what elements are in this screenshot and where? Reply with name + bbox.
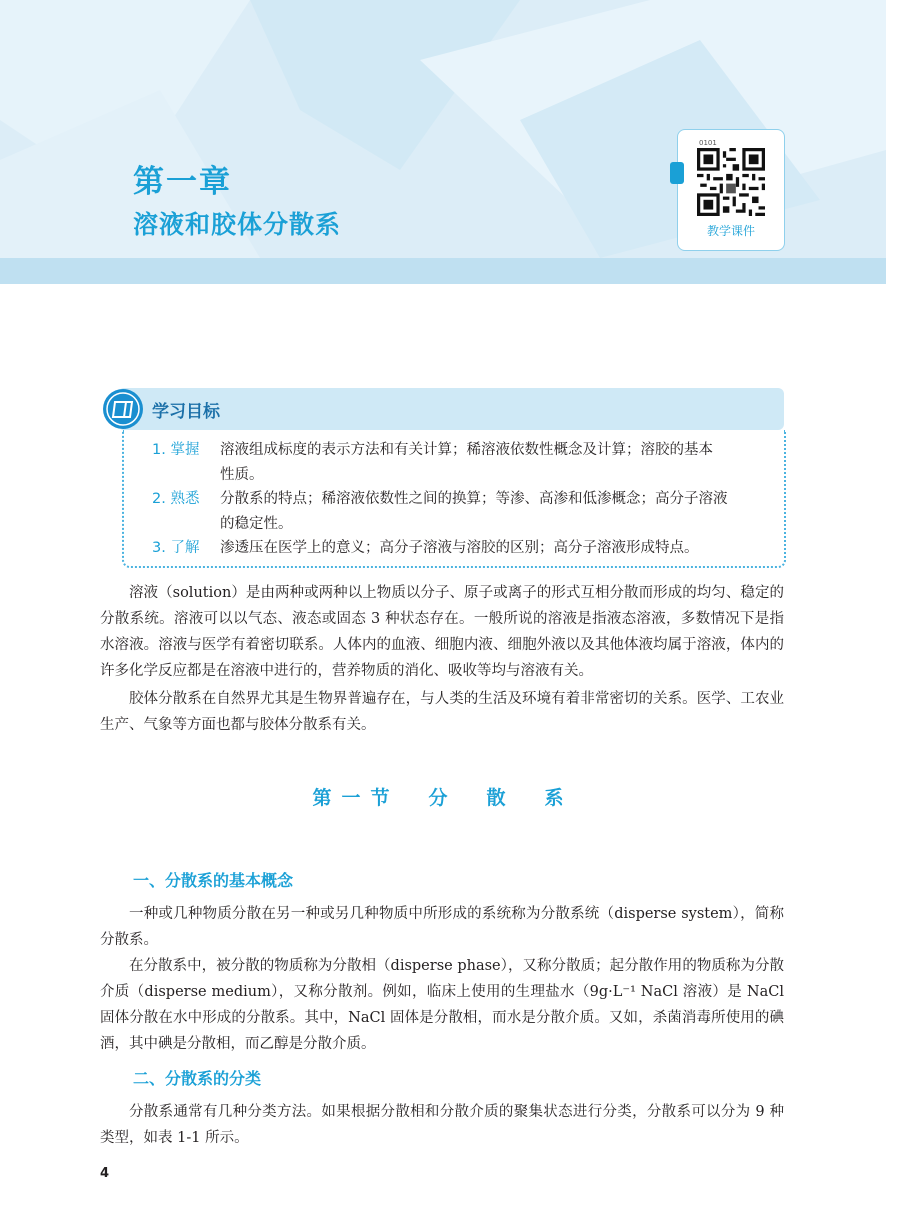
subsection-title-2: 二、分散系的分类 <box>133 1069 262 1088</box>
objective-text <box>220 487 760 537</box>
subsection-1-paragraph-1: 一种或几种物质分散在另一种或另几种物质中所形成的系统称为分散系统（disperse system），简称分散系。 <box>100 906 784 948</box>
subsection-2-paragraph-1: 分散系通常有几种分类方法。如果根据分散相和分散介质的聚集状态进行分类，分散系可以分为 9 种类型，如表 1-1 所示。 <box>100 1104 784 1146</box>
chapter-title: 溶液和胶体分散系 <box>133 210 342 239</box>
objectives-title: 学习目标 <box>152 402 220 422</box>
qr-id: 0101 <box>699 139 717 147</box>
objective-label: 1. 掌握 <box>152 442 200 458</box>
objective-text <box>220 438 760 488</box>
objective-line: 的稳定性。 <box>220 516 293 532</box>
section-title: 第一节 分 散 系 <box>312 787 574 809</box>
qr-label: 教学课件 <box>706 224 755 238</box>
objective-line: 性质。 <box>220 467 264 483</box>
qr-code-card[interactable] <box>677 129 785 251</box>
book-icon <box>100 388 146 430</box>
chapter-number: 第一章 <box>133 164 232 200</box>
qr-code-icon <box>697 148 765 216</box>
objective-label: 2. 熟悉 <box>152 491 200 507</box>
qr-code-image[interactable] <box>697 148 765 216</box>
objective-line: 分散系的特点；稀溶液依数性之间的换算；等渗、高渗和低渗概念；高分子溶液 <box>220 491 728 507</box>
objective-text <box>220 536 760 561</box>
subsection-1-paragraph-2: 在分散系中，被分散的物质称为分散相（disperse phase），又称分散质；起分散作用的物质称为分散介质（disperse medium），又称分散剂。例如，临床上使用的生理盐水（9g·L⁻¹ NaCl 溶液）是 NaCl 固体分散在水中形成的分散系。其中，NaCl 固体是分散相，而水是分散介质。又如，杀菌消毒所使用的碘酒，其中碘是分散相，而乙醇是分散介质。 <box>100 958 784 1052</box>
objective-line: 渗透压在医学上的意义；高分子溶液与溶胶的区别；高分子溶液形成特点。 <box>220 540 699 556</box>
header-band <box>0 258 886 284</box>
objective-label: 3. 了解 <box>152 540 200 556</box>
objective-line: 溶液组成标度的表示方法和有关计算；稀溶液依数性概念及计算；溶胶的基本 <box>220 442 713 458</box>
qr-card-tab <box>670 162 684 184</box>
subsection-title-1: 一、分散系的基本概念 <box>133 871 294 890</box>
intro-paragraph-1: 溶液（solution）是由两种或两种以上物质以分子、原子或离子的形式互相分散而形成的均匀、稳定的分散系统。溶液可以以气态、液态或固态 3 种状态存在。一般所说的溶液是指液态溶液，多数情况下是指水溶液。溶液与医学有着密切联系。人体内的血液、细胞内液、细胞外液以及其他体液均属于溶液，体内的许多化学反应都是在溶液中进行的，营养物质的消化、吸收等均与溶液有关。 <box>100 585 784 679</box>
page-number: 4 <box>100 1166 110 1181</box>
intro-paragraph-2: 胶体分散系在自然界尤其是生物界普遍存在，与人类的生活及环境有着非常密切的关系。医学、工农业生产、气象等方面也都与胶体分散系有关。 <box>100 691 784 733</box>
